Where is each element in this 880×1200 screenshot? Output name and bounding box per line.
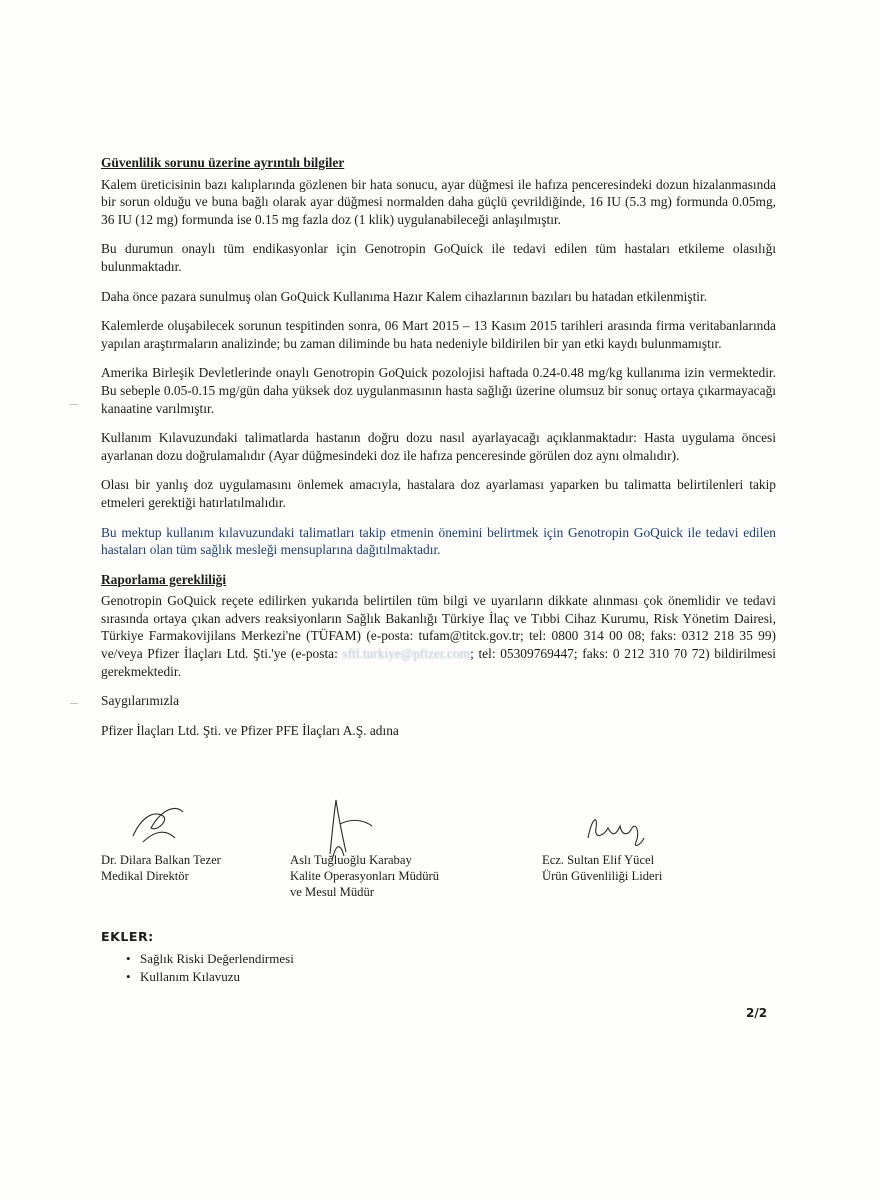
paragraph: Kullanım Kılavuzundaki talimatlarda hastanın doğru dozu nasıl ayarlayacağı açıklanmaktadır: Hasta uygulama öncesi ayarlanan dozu doğrulamalıdır (Ayar düğmesindeki doz ile hafıza penceresinde görülen doz aynı olmalıdır). bbox=[101, 430, 776, 463]
paragraph: Olası bir yanlış doz uygulamasını önlemek amacıyla, hastalara doz ayarlaması yaparken bu talimatta belirtilenleri takip etmeleri gerektiği hatırlatılmalıdır. bbox=[101, 477, 776, 510]
reporting-paragraph bbox=[101, 592, 776, 680]
handwritten-signature bbox=[578, 808, 658, 858]
scan-artifact bbox=[70, 404, 78, 405]
page-number: 2/2 bbox=[746, 1006, 768, 1020]
redacted-email: sftl.turkiye@pfizer.com bbox=[342, 646, 471, 662]
signatory-name: Aslı Tuğluoğlu Karabay bbox=[290, 853, 412, 867]
scan-artifact bbox=[70, 703, 78, 704]
paragraph-highlighted: Bu mektup kullanım kılavuzundaki talimatları takip etmenin önemini belirtmek için Genotropin GoQuick ile tedavi edilen hastaları olan tüm sağlık mesleği mensuplarına dağıtılmaktadır. bbox=[101, 524, 776, 558]
attachment-item: • Sağlık Riski Değerlendirmesi bbox=[126, 950, 501, 968]
paragraph: Kalemlerde oluşabilecek sorunun tespitinden sonra, 06 Mart 2015 – 13 Kasım 2015 tarihleri arasında firma veritabanlarında yapılan araştırmaların analizinde; bu zaman diliminde bu hata nedeniyle bildirilen bir yan etki kaydı bulunmamıştır. bbox=[101, 318, 776, 351]
section-heading-reporting: Raporlama gerekliliği bbox=[101, 571, 227, 587]
paragraph: Daha önce pazara sunulmuş olan GoQuick Kullanıma Hazır Kalem cihazlarının bazıları bu hatadan etkilenmiştir. bbox=[101, 288, 708, 304]
attachments-list bbox=[101, 950, 501, 986]
handwritten-signature bbox=[302, 794, 392, 874]
signatory-name: Ecz. Sultan Elif Yücel bbox=[542, 853, 655, 867]
paragraph: Kalem üreticisinin bazı kalıplarında gözlenen bir hata sonucu, ayar düğmesi ile hafıza penceresindeki dozun hizalanmasında bir sorun olduğu ve buna bağlı olarak ayar düğmesi normalden daha güçlü çevrildiğinde, 16 IU (5.3 mg) formunda 0.05mg, 36 IU (12 mg) formunda ise 0.15 mg fazla doz (1 klik) uygulanabileceği anlaşılmıştır. bbox=[101, 176, 776, 227]
on-behalf-line: Pfizer İlaçları Ltd. Şti. ve Pfizer PFE İlaçları A.Ş. adına bbox=[101, 722, 399, 738]
reporting-text: Genotropin GoQuick reçete edilirken yukarıda belirtilen tüm bilgi ve uyarıların dikkate alınması çok önemlidir ve tedavi sırasında ortaya çıkan advers reaksiyonların Sağlık Bakanlığı Türkiye İlaç ve Tıbbi Cihaz Kurumu, Risk Yönetim Dairesi, Türkiye Farmakovijilans Merkezi'ne (TÜFAM) (e-posta: tufam@titck.gov.tr; tel: 0800 314 00 08; faks: 0312 218 35 99) ve/veya Pfizer İlaçları Ltd. Şti.'ye (e-posta: bbox=[101, 593, 776, 662]
signatory-title: Ürün Güvenliliği Lideri bbox=[542, 869, 663, 883]
attachments-section bbox=[101, 928, 501, 986]
attachments-title: EKLER: bbox=[101, 929, 154, 944]
signatory-title: ve Mesul Müdür bbox=[290, 885, 374, 899]
signatory-name: Dr. Dilara Balkan Tezer bbox=[101, 853, 221, 867]
paragraph: Bu durumun onaylı tüm endikasyonlar için Genotropin GoQuick ile tedavi edilen tüm hastaları etkileme olasılığı bulunmaktadır. bbox=[101, 241, 776, 274]
reporting-text: ; tel: 05309769447; faks: 0 212 310 70 72) bildirilmesi gerekmektedir. bbox=[101, 646, 776, 679]
letter-body bbox=[101, 154, 776, 739]
paragraph: Amerika Birleşik Devletlerinde onaylı Genotropin GoQuick pozolojisi haftada 0.24-0.48 mg/kg kullanıma izin vermektedir. Bu sebeple 0.05-0.15 mg/gün daha yüksek doz uygulanmasının hasta sağlığı üzerine olumsuz bir sonuç ortaya çıkarmayacağı kanaatine varılmıştır. bbox=[101, 365, 776, 416]
closing-salutation: Saygılarımızla bbox=[101, 693, 180, 709]
signatory-1 bbox=[101, 808, 301, 884]
handwritten-signature bbox=[113, 798, 203, 858]
signature-block bbox=[101, 808, 741, 918]
signatory-title: Medikal Direktör bbox=[101, 869, 189, 883]
signatory-3 bbox=[542, 808, 742, 884]
signatory-title: Kalite Operasyonları Müdürü bbox=[290, 869, 439, 883]
attachment-item: • Kullanım Kılavuzu bbox=[126, 968, 501, 986]
section-heading-safety: Güvenlilik sorunu üzerine ayrıntılı bilgiler bbox=[101, 155, 345, 170]
signatory-2 bbox=[290, 808, 510, 900]
